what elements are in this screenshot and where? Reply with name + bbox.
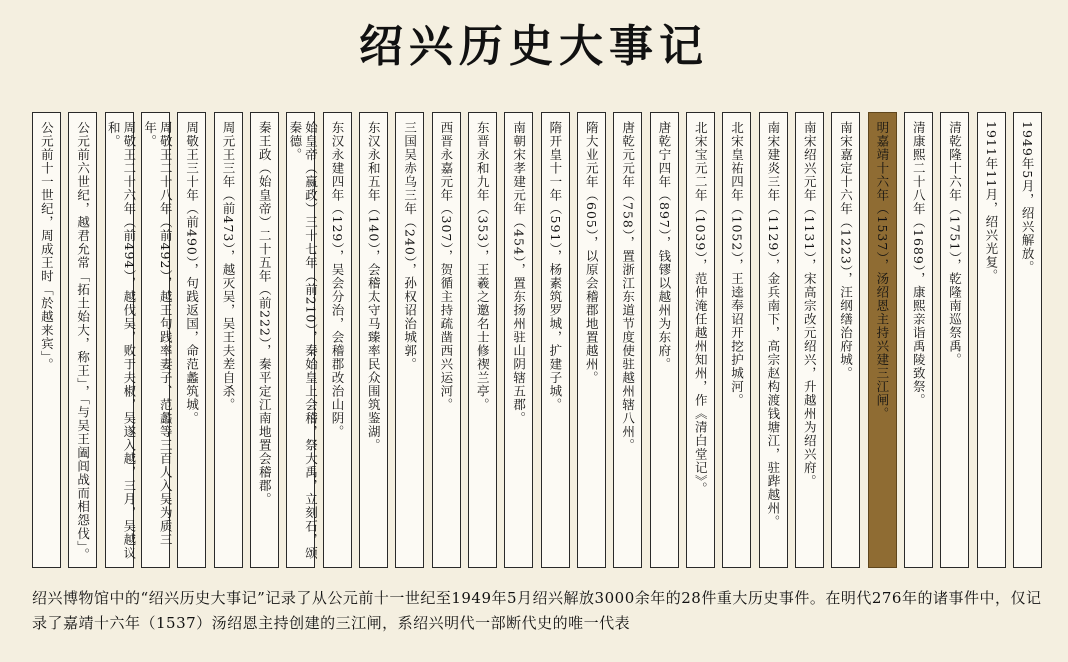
timeline-strip [1013, 112, 1042, 568]
timeline-strip-text: 周敬王二十八年（前492），越王句践率妻子、范蠡等三百人入吴为质三年。 [142, 121, 174, 547]
timeline-strip [214, 112, 243, 568]
timeline-strip-text: 三国吴赤乌三年（240），孙权诏治城郭。 [402, 121, 418, 372]
timeline-strip-text: 清康熙二十八年（1689），康熙亲诣禹陵致祭。 [911, 121, 927, 408]
timeline-strip-text: 周元王三年（前473），越灭吴，吴王夫差自杀。 [220, 121, 236, 412]
timeline-strip [504, 112, 533, 568]
timeline-strip-text: 东汉永建四年（129），吴会分治，会稽郡改治山阴。 [329, 121, 345, 439]
timeline-strip [722, 112, 751, 568]
timeline-strip-text: 公元前十一世纪，周成王时「於越来宾」。 [39, 121, 55, 372]
timeline-strip [904, 112, 933, 568]
timeline-strip-text: 清乾隆十六年（1751），乾隆南巡祭禹。 [947, 121, 963, 367]
timeline-strip [359, 112, 388, 568]
timeline-strip-text: 北宋宝元二年（1039），范仲淹任越州知州，作《清白堂记》。 [693, 121, 709, 496]
timeline-strip [105, 112, 137, 568]
timeline-strip-text: 唐乾元元年（758），置浙江东道节度使驻越州辖八州。 [620, 121, 636, 453]
timeline-strip [613, 112, 642, 568]
timeline-strip [831, 112, 860, 568]
timeline-strip [432, 112, 461, 568]
timeline-strips [32, 112, 1042, 568]
timeline-strip-text: 周敬王三十年（前490），句践返国，命范蠡筑城。 [184, 121, 200, 426]
timeline-strip-text: 隋开皇十一年（591），杨素筑罗城，扩建子城。 [547, 121, 563, 412]
timeline-strip [795, 112, 824, 568]
timeline-strip-highlighted [868, 112, 897, 568]
timeline-strip [686, 112, 715, 568]
timeline-strip-text: 南朝宋孝建元年（454），置东扬州驻山阴辖五郡。 [511, 121, 527, 426]
timeline-strip-text: 始皇帝（嬴政）三十七年（前210），秦始皇上会稽，祭大禹，立刻石，颂秦德。 [287, 121, 319, 561]
timeline-strip-text: 南宋嘉定十六年（1223），汪纲缮治府城。 [838, 121, 854, 381]
timeline-strip-text: 周敬王二十六年（前494），越伐吴，败于夫椒，吴遂入越，三月，吴越议和。 [106, 121, 137, 561]
timeline-strip-text: 唐乾宁四年（897），钱镠以越州为东府。 [656, 121, 672, 372]
timeline-strip-text: 公元前六世纪，越君允常「拓土始大，称王」，「与吴王阖闾战而相怨伐」。 [75, 121, 91, 562]
timeline-strip-text: 明嘉靖十六年（1537），汤绍恩主持兴建三江闸。 [874, 121, 890, 421]
caption-text: 绍兴博物馆中的“绍兴历史大事记”记录了从公元前十一世纪至1949年5月绍兴解放3000余年的28件重大历史事件。在明代276年的诸事件中，仅记录了嘉靖十六年（1537）汤绍恩主持创建的三江闸，系绍兴明代一部断代史的唯一代表 [32, 589, 1042, 632]
timeline-strip [541, 112, 570, 568]
timeline-strip-text: 南宋绍兴元年（1131），宋高宗改元绍兴，升越州为绍兴府。 [802, 121, 818, 489]
timeline-strip-text: 1949年5月，绍兴解放。 [1020, 121, 1036, 274]
timeline-strip-text: 东汉永和五年（140），会稽太守马臻率民众围筑鉴湖。 [366, 121, 382, 453]
timeline-strip [650, 112, 679, 568]
timeline-strip [940, 112, 969, 568]
timeline-strip-text: 隋大业元年（605），以原会稽郡地置越州。 [584, 121, 600, 385]
timeline-strip [577, 112, 606, 568]
timeline-strip [977, 112, 1006, 568]
timeline-strip [177, 112, 206, 568]
timeline-strip [286, 112, 319, 568]
timeline-strip [395, 112, 424, 568]
timeline-strip-text: 北宋皇祐四年（1052），王逵奉诏开挖护城河。 [729, 121, 745, 408]
timeline-strip-text: 1911年11月，绍兴光复。 [983, 121, 999, 283]
timeline-strip-text: 西晋永嘉元年（307），贺循主持疏凿西兴运河。 [438, 121, 454, 412]
timeline-strip-text: 南宋建炎三年（1129），金兵南下，高宗赵构渡钱塘江，驻跸越州。 [765, 121, 781, 529]
timeline-strip [141, 112, 174, 568]
timeline-strip [68, 112, 97, 568]
page-title: 绍兴历史大事记 [359, 21, 709, 72]
timeline-strip [323, 112, 352, 568]
timeline-strip-text: 秦王政（始皇帝）二十五年（前222），秦平定江南地置会稽郡。 [257, 121, 273, 507]
timeline-strip [759, 112, 788, 568]
timeline-strip [250, 112, 279, 568]
timeline-strip [32, 112, 61, 568]
timeline-strip [468, 112, 497, 568]
timeline-strip-text: 东晋永和九年（353），王羲之邀名士修禊兰亭。 [475, 121, 491, 412]
